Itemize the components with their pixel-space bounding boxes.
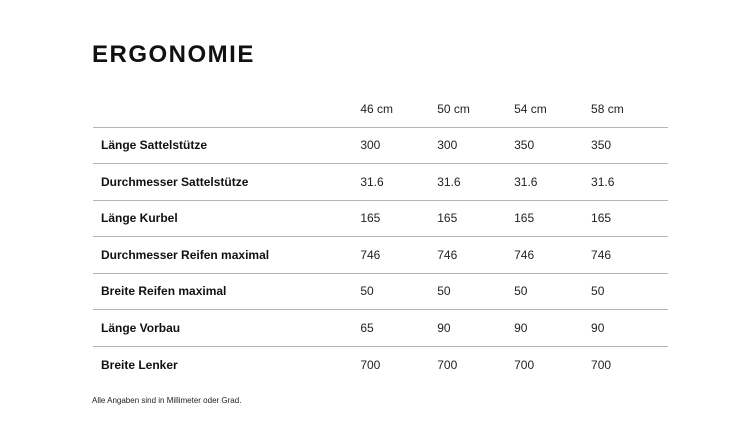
table-cell: 90	[437, 310, 514, 347]
table-cell: 700	[437, 357, 458, 372]
table-cell: 700	[514, 357, 535, 372]
row-label: Länge Vorbau	[93, 310, 360, 347]
table-row	[93, 164, 668, 201]
table-cell: 746	[514, 237, 591, 274]
table-cell: 65	[360, 310, 437, 347]
table-row	[93, 200, 668, 237]
table-cell: 31.6	[437, 164, 514, 201]
row-label: Länge Kurbel	[93, 200, 360, 237]
header-size-58: 58 cm	[591, 91, 668, 127]
row-label: Länge Sattelstütze	[93, 127, 360, 164]
header-size-54: 54 cm	[514, 91, 591, 127]
table-cell: 746	[360, 237, 437, 274]
table-cell: 165	[514, 200, 591, 237]
row-label: Durchmesser Sattelstütze	[93, 164, 360, 201]
table-cell: 746	[591, 237, 668, 274]
table-cell: 165	[591, 200, 668, 237]
table-cell: 50	[437, 273, 514, 310]
row-label: Durchmesser Reifen maximal	[93, 237, 360, 274]
row-label: Breite Reifen maximal	[93, 273, 360, 310]
table-cell: 31.6	[591, 164, 668, 201]
table-cell: 300	[437, 127, 514, 164]
table-row	[93, 237, 668, 274]
table-cell: 700	[591, 357, 612, 372]
table-cell: 300	[360, 127, 437, 164]
header-label-cell	[93, 91, 360, 127]
table-row	[93, 273, 668, 310]
table-cell: 90	[514, 310, 591, 347]
table-cell: 350	[591, 127, 668, 164]
table-cell: 50	[514, 273, 591, 310]
section-title: ERGONOMIE	[92, 41, 255, 68]
table-cell: 165	[437, 200, 514, 237]
footnote: Alle Angaben sind in Millimeter oder Grad.	[92, 396, 242, 405]
header-size-50: 50 cm	[437, 91, 514, 127]
table-cell: 746	[437, 237, 514, 274]
table-cell: 165	[360, 200, 437, 237]
table-cell: 31.6	[514, 164, 591, 201]
geometry-table	[93, 91, 668, 383]
table-cell: 350	[514, 127, 591, 164]
table-row	[93, 127, 668, 164]
table-cell: 31.6	[360, 164, 437, 201]
table-cell: 90	[591, 310, 668, 347]
table-cell: 50	[360, 273, 437, 310]
header-size-46: 46 cm	[360, 91, 437, 127]
table-cell: 50	[591, 273, 668, 310]
table-header-row	[93, 91, 668, 127]
table-row	[93, 310, 668, 347]
table-row	[93, 346, 668, 383]
row-label: Breite Lenker	[101, 357, 178, 372]
table-cell: 700	[360, 357, 381, 372]
